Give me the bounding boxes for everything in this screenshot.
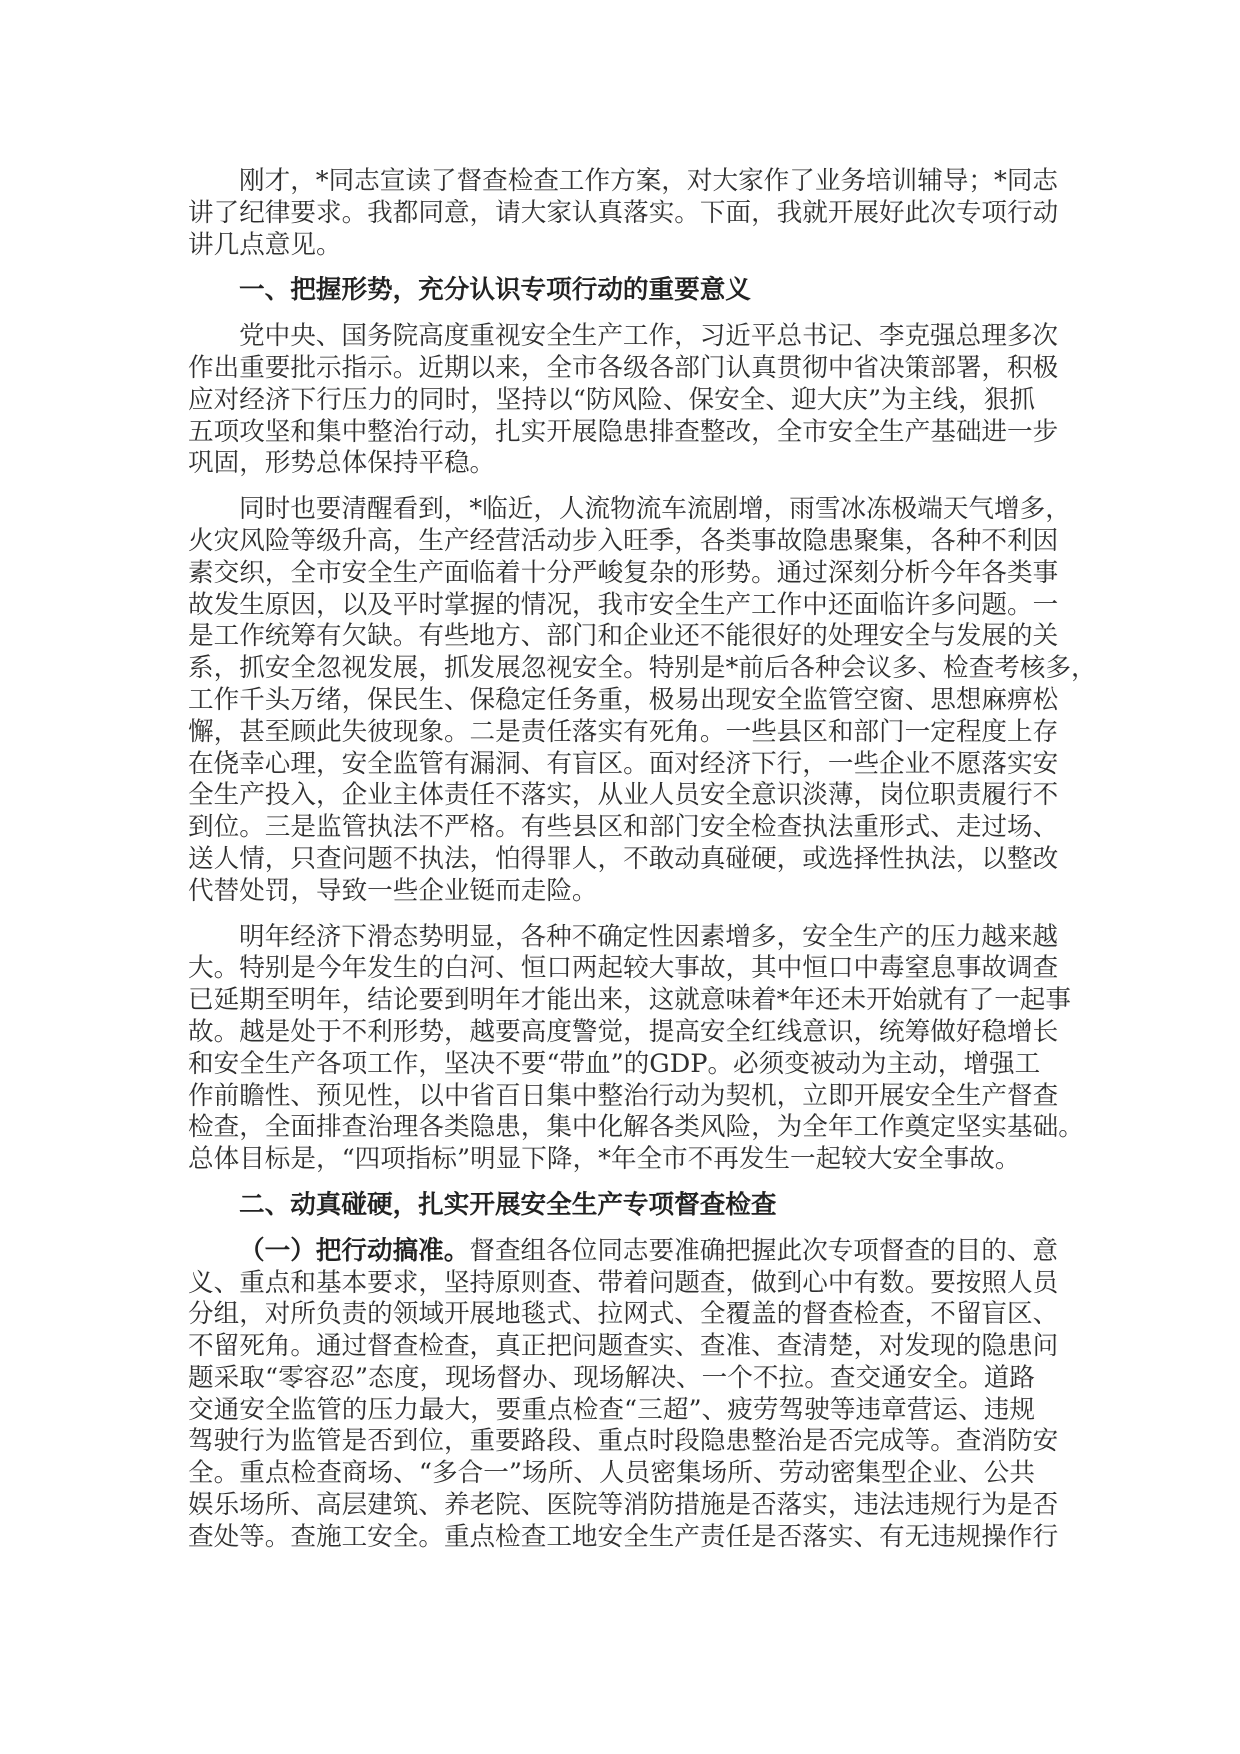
- text-line: 故。越是处于不利形势，越要高度警觉，提高安全红线意识，统筹做好稳增长: [188, 1016, 1059, 1047]
- subsection-lead: （一）把行动搞准。: [239, 1235, 470, 1266]
- text-line: 和安全生产各项工作，坚决不要“带血”的GDP。必须变被动为主动，增强工: [188, 1048, 1041, 1079]
- text-line: 火灾风险等级升高，生产经营活动步入旺季，各类事故隐患聚集，各种不利因: [188, 525, 1059, 556]
- text-line: 五项攻坚和集中整治行动，扎实开展隐患排查整改，全市安全生产基础进一步: [188, 416, 1059, 447]
- text-line: 查处等。查施工安全。重点检查工地安全生产责任是否落实、有无违规操作行: [188, 1521, 1059, 1552]
- text-line: 系，抓安全忽视发展，抓发展忽视安全。特别是*前后各种会议多、检查考核多，: [188, 653, 1097, 684]
- text-line: 工作千头万绪，保民生、保稳定任务重，极易出现安全监管空窗、思想麻痹松: [188, 684, 1059, 715]
- section-heading: [188, 275, 1035, 307]
- text-line: 总体目标是，“四项指标”明显下降，*年全市不再发生一起较大安全事故。: [188, 1144, 1021, 1175]
- body-paragraph: [188, 494, 1097, 907]
- text-line: 讲了纪律要求。我都同意，请大家认真落实。下面，我就开展好此次专项行动: [188, 197, 1059, 228]
- text-line: 到位。三是监管执法不严格。有些县区和部门安全检查执法重形式、走过场、: [188, 812, 1059, 843]
- text-line: 党中央、国务院高度重视安全生产工作，习近平总书记、李克强总理多次: [239, 321, 1059, 352]
- text-line: 义、重点和基本要求，坚持原则查、带着问题查，做到心中有数。要按照人员: [188, 1267, 1059, 1298]
- text-line: [188, 1235, 1059, 1268]
- body-paragraph: [188, 1235, 1059, 1554]
- text-line: 作前瞻性、预见性，以中省百日集中整治行动为契机，立即开展安全生产督查: [188, 1080, 1059, 1111]
- text-line: 在侥幸心理，安全监管有漏洞、有盲区。面对经济下行，一些企业不愿落实安: [188, 748, 1059, 779]
- text-line: 全生产投入，企业主体责任不落实，从业人员安全意识淡薄，岗位职责履行不: [188, 780, 1059, 811]
- text-line: 刚才，*同志宣读了督查检查工作方案，对大家作了业务培训辅导；*同志: [239, 166, 1059, 196]
- section-heading: [188, 1190, 1035, 1222]
- body-paragraph: [188, 921, 1084, 1176]
- body-paragraph: [188, 166, 1059, 261]
- text-line: 明年经济下滑态势明显，各种不确定性因素增多，安全生产的压力越来越: [239, 921, 1059, 952]
- text-line: 作出重要批示指示。近期以来，全市各级各部门认真贯彻中省决策部署，积极: [188, 352, 1059, 383]
- text-line: 检查，全面排查治理各类隐患，集中化解各类风险，为全年工作奠定坚实基础。: [188, 1112, 1084, 1143]
- text-line: 是工作统筹有欠缺。有些地方、部门和企业还不能很好的处理安全与发展的关: [188, 621, 1059, 652]
- text-line: 应对经济下行压力的同时，坚持以“防风险、保安全、迎大庆”为主线，狠抓: [188, 384, 1035, 415]
- text-line: 交通安全监管的压力最大，要重点检查“三超”、疲劳驾驶等违章营运、违规: [188, 1394, 1035, 1425]
- text-run: 督查组各位同志要准确把握此次专项督查的目的、意: [469, 1235, 1059, 1266]
- text-line: 分组，对所负责的领域开展地毯式、拉网式、全覆盖的督查检查，不留盲区、: [188, 1299, 1059, 1330]
- text-line: 题采取“零容忍”态度，现场督办、现场解决、一个不拉。查交通安全。道路: [188, 1362, 1035, 1393]
- text-line: 同时也要清醒看到，*临近，人流物流车流剧增，雨雪冰冻极端天气增多，: [239, 494, 1071, 525]
- text-line: 二、动真碰硬，扎实开展安全生产专项督查检查: [239, 1189, 777, 1220]
- body-paragraph: [188, 321, 1059, 480]
- text-line: 故发生原因，以及平时掌握的情况，我市安全生产工作中还面临许多问题。一: [188, 589, 1059, 620]
- text-line: 已延期至明年，结论要到明年才能出来，这就意味着*年还未开始就有了一起事: [188, 985, 1071, 1016]
- text-line: 巩固，形势总体保持平稳。: [188, 448, 496, 479]
- text-line: 一、把握形势，充分认识专项行动的重要意义: [239, 275, 751, 306]
- text-line: 讲几点意见。: [188, 229, 342, 260]
- text-line: 素交织，全市安全生产面临着十分严峻复杂的形势。通过深刻分析今年各类事: [188, 557, 1059, 588]
- text-line: 娱乐场所、高层建筑、养老院、医院等消防措施是否落实，违法违规行为是否: [188, 1490, 1059, 1521]
- text-line: 不留死角。通过督查检查，真正把问题查实、查准、查清楚，对发现的隐患问: [188, 1331, 1059, 1362]
- text-line: 懈，甚至顾此失彼现象。二是责任落实有死角。一些县区和部门一定程度上存: [188, 716, 1059, 747]
- text-line: 送人情，只查问题不执法，怕得罪人，不敢动真碰硬，或选择性执法，以整改: [188, 843, 1059, 874]
- text-line: 全。重点检查商场、“多合一”场所、人员密集场所、劳动密集型企业、公共: [188, 1458, 1035, 1489]
- text-line: 代替处罚，导致一些企业铤而走险。: [188, 875, 598, 906]
- text-line: 驾驶行为监管是否到位，重要路段、重点时段隐患整治是否完成等。查消防安: [188, 1426, 1059, 1457]
- document-page: [188, 166, 1097, 1554]
- text-line: 大。特别是今年发生的白河、恒口两起较大事故，其中恒口中毒窒息事故调查: [188, 953, 1059, 984]
